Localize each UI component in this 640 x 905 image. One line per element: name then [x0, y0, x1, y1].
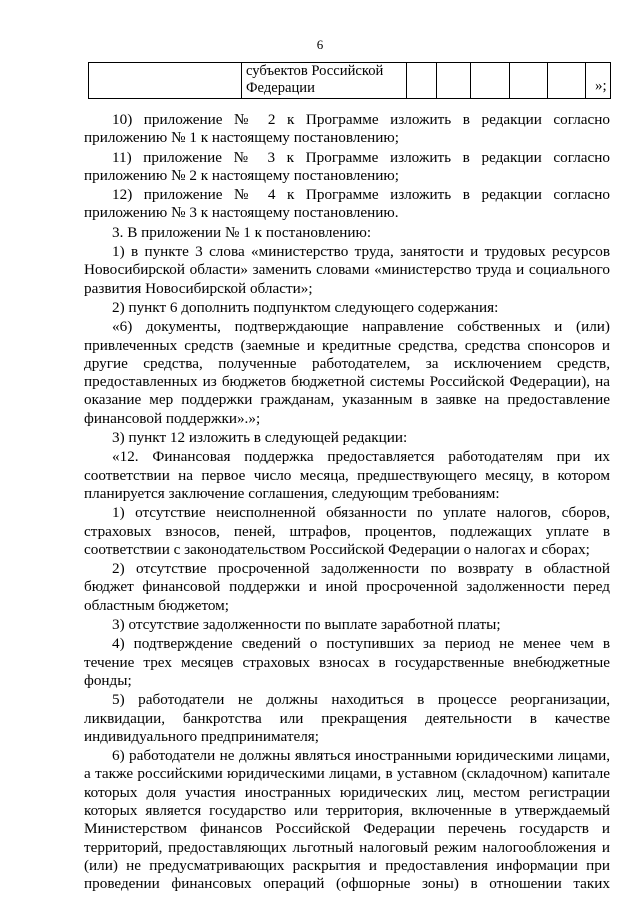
sub-3-point12: 3) пункт 12 изложить в следующей редакции: [112, 429, 408, 447]
requirement-3: 3) отсутствие задолженности по выплате заработной платы; [112, 616, 501, 634]
requirement-4: 4) подтверждение сведений о поступивших за период не менее чем в течение трех месяцев страховых взносах в государственные внебюджетные фонды; [84, 635, 610, 689]
requirement-6: 6) работодатели не должны являться иностранными юридическими лицами, а также российскими юридическими лицами, в уставном (складочном) капитале которых доля участия иностранных юридических лиц, местом регистрации которых является государство или территория, включенные в утверждаемый Министерством финансов Российской Федерации перечень государств и территорий, предоставляющих льготный налоговый режим налогообложения и (или) не предусматривающих раскрытия и предоставления информации при проведении финансовых операций (офшорные зоны) в отношении таких [84, 747, 610, 893]
section-3-heading: 3. В приложении № 1 к постановлению: [112, 223, 372, 241]
table-cell-empty [89, 63, 242, 99]
item-12-appendix4: 12) приложение № 4 к Программе изложить в редакции согласно приложению № 3 к настоящему постановлению. [84, 186, 610, 222]
document-body [84, 111, 610, 894]
sub-2-point6: 2) пункт 6 дополнить подпунктом следующего содержания: [112, 298, 499, 316]
table-cell-empty [548, 63, 586, 99]
point12-text: «12. Финансовая поддержка предоставляется работодателям при их соответствии на первое число месяца, предшествующего месяцу, в котором планируется заключение соглашения, следующим требованиям: [84, 448, 610, 502]
table-cell-empty [407, 63, 437, 99]
table-cell-empty [471, 63, 510, 99]
sub-1-point3: 1) в пункте 3 слова «министерство труда, занятости и трудовых ресурсов Новосибирской области» заменить словами «министерство труда и социального развития Новосибирской области»; [84, 243, 610, 297]
requirement-2: 2) отсутствие просроченной задолженности по возврату в областной бюджет финансовой поддержки и иной просроченной задолженности перед областным бюджетом; [84, 560, 610, 614]
table-cell-empty [510, 63, 548, 99]
item-11-appendix3: 11) приложение № 3 к Программе изложить в редакции согласно приложению № 2 к настоящему постановлению; [84, 148, 610, 184]
continuation-table [88, 62, 611, 99]
table-closing-quote: »; [595, 78, 607, 94]
sub-2-quote: «6) документы, подтверждающие направление собственных и (или) привлеченных средств (заемные и кредитные средства, средства спонсоров и другие средства, полученные работодателем, за исключением средств, предоставленных из бюджетов бюджетной системы Российской Федерации), на оказание мер поддержки гражданам, указанным в заявке на предоставление финансовой поддержки».»; [84, 318, 610, 427]
page-number: 6 [316, 37, 324, 52]
table-row [89, 63, 611, 99]
requirement-1: 1) отсутствие неисполненной обязанности по уплате налогов, сборов, страховых взносов, пеней, штрафов, процентов, подлежащих уплате в соответствии с законодательством Российской Федерации о налогах и сборах; [84, 504, 610, 558]
table-cell-subjects: субъектов Российской Федерации [242, 63, 407, 99]
table-cell-empty [437, 63, 471, 99]
item-10-appendix2: 10) приложение № 2 к Программе изложить в редакции согласно приложению № 1 к настоящему постановлению; [84, 111, 610, 147]
requirement-5: 5) работодатели не должны находиться в процессе реорганизации, ликвидации, банкротства или прекращения деятельности в качестве индивидуального предпринимателя; [84, 691, 610, 745]
